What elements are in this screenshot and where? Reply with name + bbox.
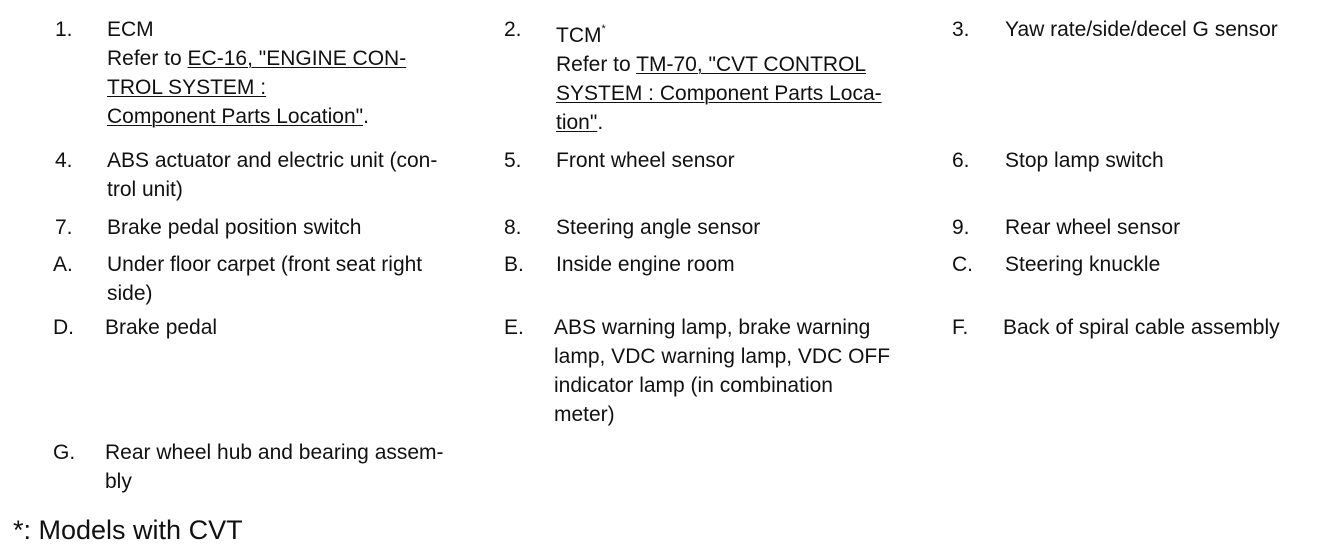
item-text: Inside engine room [556,253,735,276]
item-number: B. [504,253,524,276]
item-number: G. [53,441,76,464]
item-number: 5. [504,149,522,172]
item-text: trol unit) [107,178,183,201]
reference-link[interactable]: Component Parts Location" [107,105,364,128]
reference-period: . [597,111,604,134]
reference-link[interactable]: SYSTEM : Component Parts Loca- [556,82,882,105]
item-text: indicator lamp (in combination [554,374,833,397]
item-text: Brake pedal position switch [107,216,362,239]
refer-to-text: Refer to [556,53,631,76]
item-title: TCM [556,24,602,47]
item-number: D. [53,316,74,339]
item-text: Brake pedal [105,316,218,339]
item-text: Rear wheel hub and bearing assem- [105,441,444,464]
item-text: Under floor carpet (front seat right [107,253,423,276]
item-number: 2. [504,18,522,41]
item-number: A. [53,253,73,276]
item-text: meter) [554,403,615,426]
item-number: 1. [55,18,73,41]
item-number: C. [952,253,973,276]
reference-link[interactable]: tion" [556,111,598,134]
item-text: ABS warning lamp, brake warning [554,316,871,339]
item-text: bly [105,470,132,493]
item-text: side) [107,282,153,305]
item-text: Stop lamp switch [1005,149,1164,172]
item-number: F. [952,316,969,339]
item-text: Rear wheel sensor [1005,216,1181,239]
item-number: E. [504,316,524,339]
reference-link[interactable]: TM-70, "CVT CONTROL [636,53,867,76]
item-number: 3. [952,18,970,41]
item-text: Back of spiral cable assembly [1003,316,1280,339]
reference-link[interactable]: EC-16, "ENGINE CON- [187,47,407,70]
item-text: Steering knuckle [1005,253,1161,276]
footnote-marker: * [601,23,606,35]
item-text: Yaw rate/side/decel G sensor [1005,18,1278,41]
item-text: ABS actuator and electric unit (con- [107,149,438,172]
footnote: *: Models with CVT [13,515,243,545]
item-title: ECM [107,18,154,41]
item-number: 8. [504,216,522,239]
item-number: 9. [952,216,970,239]
item-number: 6. [952,149,970,172]
reference-period: . [363,105,369,128]
reference-link[interactable]: TROL SYSTEM : [107,76,267,99]
item-text: Front wheel sensor [556,149,735,172]
item-number: 4. [55,149,73,172]
item-text: Steering angle sensor [556,216,761,239]
refer-to-text: Refer to [107,47,182,70]
item-text: lamp, VDC warning lamp, VDC OFF [554,345,891,368]
item-number: 7. [55,216,73,239]
